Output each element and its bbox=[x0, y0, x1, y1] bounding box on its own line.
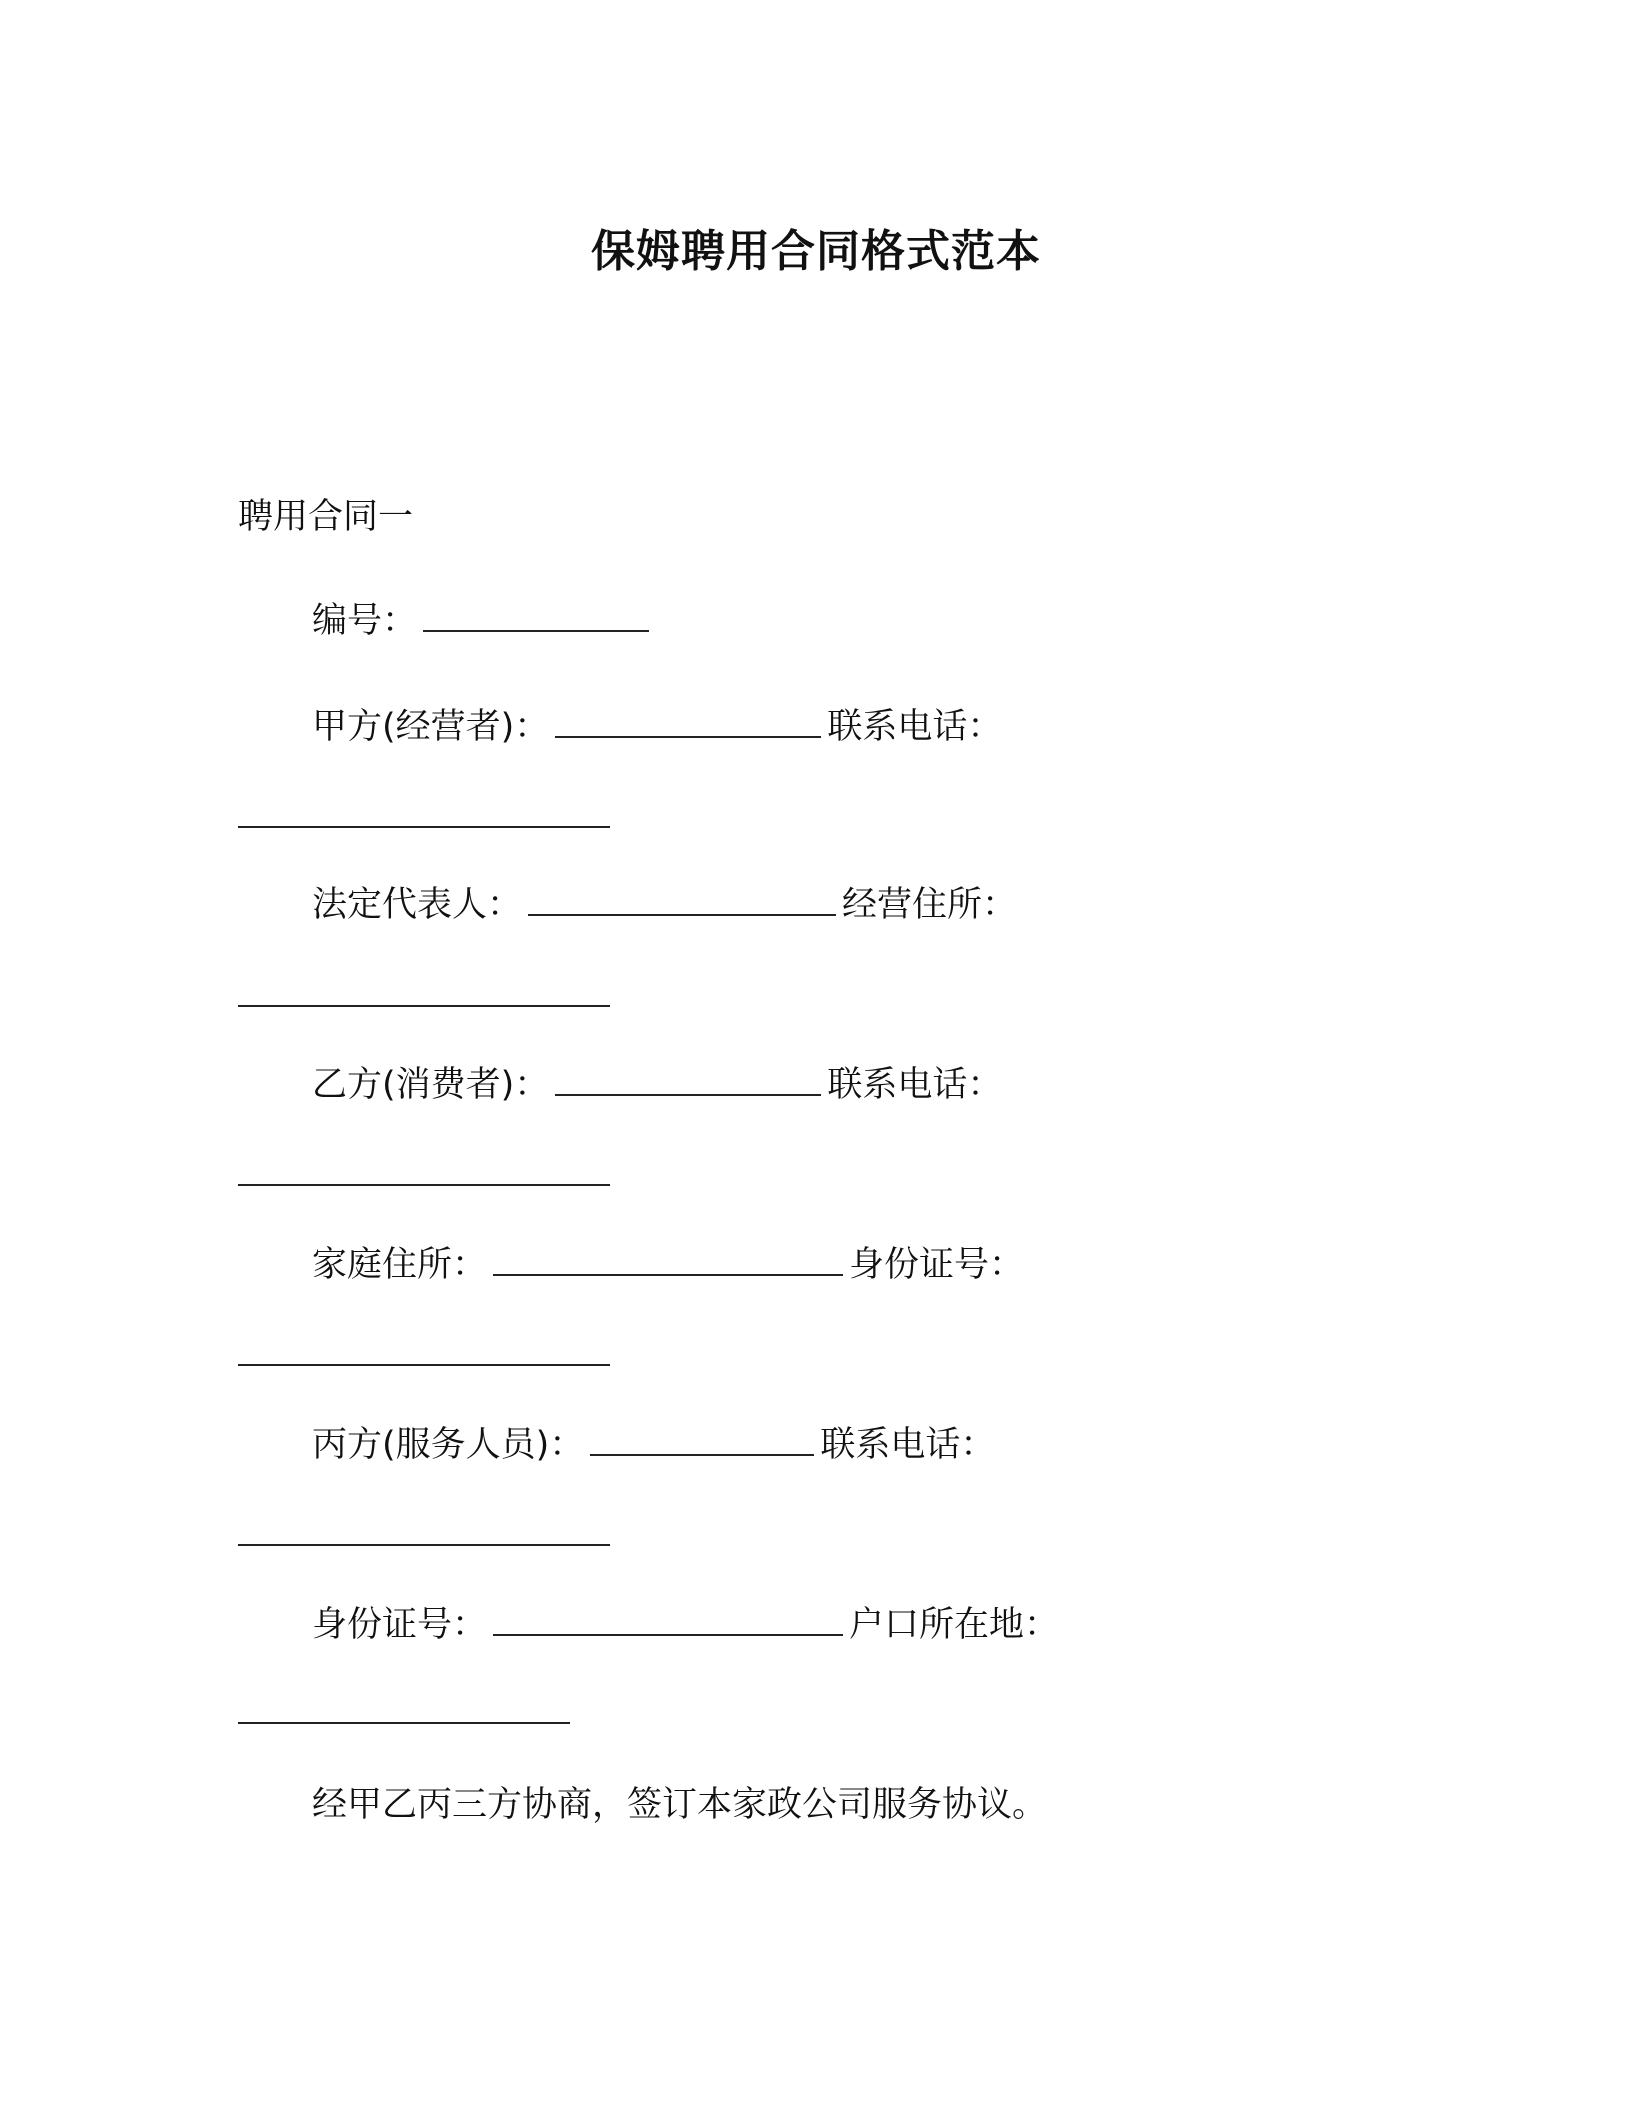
party-b-id-field[interactable] bbox=[238, 1362, 610, 1366]
legal-rep-field[interactable] bbox=[528, 882, 836, 916]
document-title: 保姆聘用合同格式范本 bbox=[591, 226, 1041, 277]
party-b-id-label: 身份证号： bbox=[849, 1245, 1025, 1285]
party-c-phone-row bbox=[238, 1518, 610, 1546]
household-row bbox=[238, 1696, 570, 1724]
party-b-id-row bbox=[238, 1338, 610, 1366]
number-row bbox=[312, 596, 655, 646]
legal-rep-row bbox=[312, 880, 1017, 930]
closing-sentence: 经甲乙丙三方协商，签订本家政公司服务协议。 bbox=[312, 1785, 1048, 1825]
party-a-phone-label: 联系电话： bbox=[827, 707, 1003, 747]
business-address-row bbox=[238, 979, 610, 1007]
party-c-id-row bbox=[312, 1600, 1059, 1650]
party-c-row bbox=[312, 1420, 995, 1470]
section-title: 聘用合同一 bbox=[238, 497, 414, 537]
party-c-id-label: 身份证号： bbox=[312, 1605, 488, 1645]
party-b-phone-label: 联系电话： bbox=[827, 1065, 1003, 1105]
party-b-phone-row bbox=[238, 1158, 610, 1186]
business-address-field[interactable] bbox=[238, 1003, 610, 1007]
party-a-phone-field[interactable] bbox=[238, 824, 610, 828]
party-b-field[interactable] bbox=[555, 1062, 821, 1096]
home-address-label: 家庭住所： bbox=[312, 1245, 488, 1285]
party-a-phone-row bbox=[238, 800, 610, 828]
party-c-field[interactable] bbox=[590, 1422, 814, 1456]
party-a-label: 甲方(经营者)： bbox=[312, 707, 550, 747]
party-a-row bbox=[312, 702, 1002, 752]
business-address-label: 经营住所： bbox=[842, 885, 1018, 925]
party-b-phone-field[interactable] bbox=[238, 1182, 610, 1186]
home-address-field[interactable] bbox=[493, 1242, 843, 1276]
home-address-row bbox=[312, 1240, 1024, 1290]
party-a-field[interactable] bbox=[555, 704, 821, 738]
party-c-id-field[interactable] bbox=[493, 1602, 843, 1636]
household-field[interactable] bbox=[238, 1720, 570, 1724]
party-b-label: 乙方(消费者)： bbox=[312, 1065, 550, 1105]
number-label: 编号： bbox=[312, 601, 418, 641]
party-c-phone-field[interactable] bbox=[238, 1542, 610, 1546]
household-label: 户口所在地： bbox=[849, 1605, 1060, 1645]
party-b-row bbox=[312, 1060, 1002, 1110]
party-c-label: 丙方(服务人员)： bbox=[312, 1425, 585, 1465]
party-c-phone-label: 联系电话： bbox=[820, 1425, 996, 1465]
number-field[interactable] bbox=[423, 598, 649, 632]
legal-rep-label: 法定代表人： bbox=[312, 885, 523, 925]
